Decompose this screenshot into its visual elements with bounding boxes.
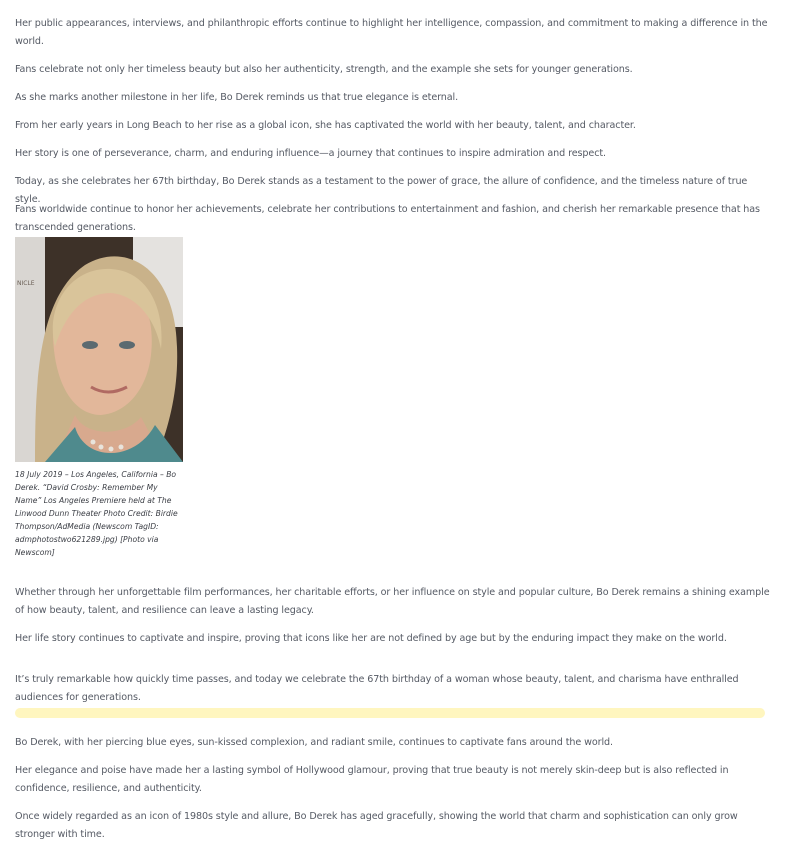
paragraph: Her life story continues to captivate and inspire, proving that icons like her are not defined by age but by the enduring impact they make on the world. bbox=[15, 632, 727, 644]
paragraph: Whether through her unforgettable film performances, her charitable efforts, or her influence on style and popular culture, Bo Derek remains a shining example of how beauty, talent, and resilience can leave a lasting legacy. bbox=[15, 586, 770, 616]
paragraph: Once widely regarded as an icon of 1980s style and allure, Bo Derek has aged gracefully, showing the world that charm and sophistication can only grow stronger with time. bbox=[15, 810, 738, 840]
article-figure bbox=[15, 237, 183, 559]
paragraph: Her elegance and poise have made her a lasting symbol of Hollywood glamour, proving that true beauty is not merely skin-deep but is also reflected in confidence, resilience, and authenticity. bbox=[15, 764, 729, 794]
paragraph: As she marks another milestone in her life, Bo Derek reminds us that true elegance is eternal. bbox=[15, 91, 459, 103]
paragraph: Her story is one of perseverance, charm, and enduring influence—a journey that continues to inspire admiration and respect. bbox=[15, 147, 607, 159]
paragraph: It’s truly remarkable how quickly time passes, and today we celebrate the 67th birthday of a woman whose beauty, talent, and charisma have enthralled audiences for generations. bbox=[15, 673, 739, 703]
paragraph: Fans worldwide continue to honor her achievements, celebrate her contributions to entertainment and fashion, and cherish her remarkable presence that has transcended generations. bbox=[15, 203, 760, 233]
backdrop-text: NICLE bbox=[17, 280, 35, 287]
paragraph: Fans celebrate not only her timeless beauty but also her authenticity, strength, and the example she sets for younger generations. bbox=[15, 63, 633, 75]
paragraph: Her public appearances, interviews, and philanthropic efforts continue to highlight her intelligence, compassion, and commitment to making a difference in the world. bbox=[15, 17, 768, 47]
portrait-photo bbox=[15, 237, 183, 462]
highlight-bar bbox=[15, 708, 765, 718]
photo-caption: 18 July 2019 – Los Angeles, California – Bo Derek. “David Crosby: Remember My Name” Los Angeles Premiere held at The Linwood Dunn Theater Photo Credit: Birdie Thompson/AdMedia (Newscom TagID: admphotostwo621289.jpg) [Photo via Newscom] bbox=[15, 470, 178, 557]
paragraph: From her early years in Long Beach to her rise as a global icon, she has captivated the world with her beauty, talent, and character. bbox=[15, 119, 636, 131]
paragraph: Bo Derek, with her piercing blue eyes, sun-kissed complexion, and radiant smile, continues to captivate fans around the world. bbox=[15, 736, 613, 748]
paragraph: Today, as she celebrates her 67th birthday, Bo Derek stands as a testament to the power of grace, the allure of confidence, and the timeless nature of true style. bbox=[15, 175, 748, 205]
